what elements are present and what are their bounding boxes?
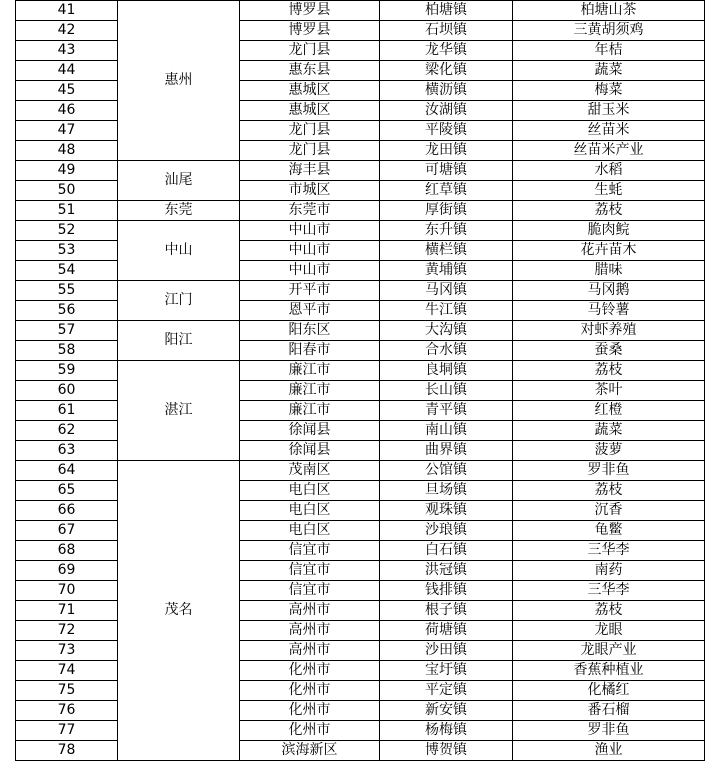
row-number-cell: 46 — [16, 101, 118, 121]
row-number-cell: 45 — [16, 81, 118, 101]
county-cell: 滨海新区 — [240, 741, 380, 761]
town-cell: 汝湖镇 — [380, 101, 513, 121]
row-number-cell: 44 — [16, 61, 118, 81]
product-cell: 蔬菜 — [513, 421, 705, 441]
county-cell: 化州市 — [240, 721, 380, 741]
county-cell: 徐闻县 — [240, 441, 380, 461]
product-cell: 荔枝 — [513, 481, 705, 501]
product-cell: 对虾养殖 — [513, 321, 705, 341]
town-cell: 石坝镇 — [380, 21, 513, 41]
row-number-cell: 56 — [16, 301, 118, 321]
row-number-cell: 43 — [16, 41, 118, 61]
county-cell: 海丰县 — [240, 161, 380, 181]
city-cell: 江门 — [118, 281, 240, 321]
table-row — [16, 221, 705, 241]
product-cell: 生蚝 — [513, 181, 705, 201]
row-number-cell: 78 — [16, 741, 118, 761]
town-cell: 东升镇 — [380, 221, 513, 241]
county-cell: 廉江市 — [240, 401, 380, 421]
row-number-cell: 42 — [16, 21, 118, 41]
table-row — [16, 1, 705, 21]
county-cell: 惠城区 — [240, 101, 380, 121]
town-cell: 长山镇 — [380, 381, 513, 401]
county-cell: 高州市 — [240, 621, 380, 641]
row-number-cell: 55 — [16, 281, 118, 301]
table-row — [16, 361, 705, 381]
town-cell: 钱排镇 — [380, 581, 513, 601]
row-number-cell: 74 — [16, 661, 118, 681]
town-cell: 洪冠镇 — [380, 561, 513, 581]
town-cell: 曲界镇 — [380, 441, 513, 461]
county-cell: 徐闻县 — [240, 421, 380, 441]
county-cell: 阳东区 — [240, 321, 380, 341]
town-cell: 横沥镇 — [380, 81, 513, 101]
town-cell: 白石镇 — [380, 541, 513, 561]
town-cell: 根子镇 — [380, 601, 513, 621]
product-cell: 渔业 — [513, 741, 705, 761]
town-cell: 良垌镇 — [380, 361, 513, 381]
table-row — [16, 461, 705, 481]
town-cell: 荷塘镇 — [380, 621, 513, 641]
town-cell: 牛江镇 — [380, 301, 513, 321]
row-number-cell: 66 — [16, 501, 118, 521]
product-cell: 脆肉鲩 — [513, 221, 705, 241]
product-cell: 水稻 — [513, 161, 705, 181]
row-number-cell: 50 — [16, 181, 118, 201]
row-number-cell: 58 — [16, 341, 118, 361]
county-cell: 廉江市 — [240, 381, 380, 401]
county-cell: 中山市 — [240, 241, 380, 261]
town-cell: 柏塘镇 — [380, 1, 513, 21]
row-number-cell: 61 — [16, 401, 118, 421]
table-row — [16, 321, 705, 341]
county-cell: 龙门县 — [240, 121, 380, 141]
product-cell: 蚕桑 — [513, 341, 705, 361]
row-number-cell: 63 — [16, 441, 118, 461]
town-cell: 博贺镇 — [380, 741, 513, 761]
product-cell: 龙眼 — [513, 621, 705, 641]
county-cell: 中山市 — [240, 261, 380, 281]
town-cell: 南山镇 — [380, 421, 513, 441]
town-cell: 青平镇 — [380, 401, 513, 421]
row-number-cell: 62 — [16, 421, 118, 441]
table-row — [16, 281, 705, 301]
row-number-cell: 47 — [16, 121, 118, 141]
row-number-cell: 70 — [16, 581, 118, 601]
product-cell: 三华李 — [513, 541, 705, 561]
county-cell: 高州市 — [240, 641, 380, 661]
town-cell: 沙田镇 — [380, 641, 513, 661]
city-cell: 中山 — [118, 221, 240, 281]
county-cell: 电白区 — [240, 501, 380, 521]
product-cell: 龟鳖 — [513, 521, 705, 541]
row-number-cell: 64 — [16, 461, 118, 481]
town-cell: 公馆镇 — [380, 461, 513, 481]
row-number-cell: 51 — [16, 201, 118, 221]
county-cell: 廉江市 — [240, 361, 380, 381]
county-cell: 东莞市 — [240, 201, 380, 221]
product-cell: 荔枝 — [513, 361, 705, 381]
city-cell: 阳江 — [118, 321, 240, 361]
county-cell: 龙门县 — [240, 141, 380, 161]
product-cell: 香蕉种植业 — [513, 661, 705, 681]
row-number-cell: 73 — [16, 641, 118, 661]
product-cell: 化橘红 — [513, 681, 705, 701]
town-cell: 龙华镇 — [380, 41, 513, 61]
row-number-cell: 59 — [16, 361, 118, 381]
county-cell: 博罗县 — [240, 21, 380, 41]
town-cell: 平陵镇 — [380, 121, 513, 141]
row-number-cell: 68 — [16, 541, 118, 561]
product-cell: 番石榴 — [513, 701, 705, 721]
product-cell: 花卉苗木 — [513, 241, 705, 261]
county-cell: 惠城区 — [240, 81, 380, 101]
product-cell: 甜玉米 — [513, 101, 705, 121]
product-cell: 荔枝 — [513, 601, 705, 621]
row-number-cell: 41 — [16, 1, 118, 21]
county-cell: 恩平市 — [240, 301, 380, 321]
town-cell: 宝圩镇 — [380, 661, 513, 681]
town-cell: 新安镇 — [380, 701, 513, 721]
county-cell: 高州市 — [240, 601, 380, 621]
row-number-cell: 57 — [16, 321, 118, 341]
town-cell: 旦场镇 — [380, 481, 513, 501]
product-cell: 菠萝 — [513, 441, 705, 461]
county-cell: 电白区 — [240, 481, 380, 501]
product-cell: 茶叶 — [513, 381, 705, 401]
product-cell: 罗非鱼 — [513, 721, 705, 741]
product-cell: 红橙 — [513, 401, 705, 421]
town-cell: 沙琅镇 — [380, 521, 513, 541]
county-cell: 信宜市 — [240, 581, 380, 601]
product-cell: 柏塘山茶 — [513, 1, 705, 21]
product-cell: 荔枝 — [513, 201, 705, 221]
city-cell: 茂名 — [118, 461, 240, 761]
row-number-cell: 49 — [16, 161, 118, 181]
product-cell: 三华李 — [513, 581, 705, 601]
county-cell: 信宜市 — [240, 561, 380, 581]
town-cell: 梁化镇 — [380, 61, 513, 81]
town-cell: 合水镇 — [380, 341, 513, 361]
town-cell: 大沟镇 — [380, 321, 513, 341]
town-cell: 厚街镇 — [380, 201, 513, 221]
table-body — [16, 1, 705, 761]
row-number-cell: 54 — [16, 261, 118, 281]
product-cell: 丝苗米产业 — [513, 141, 705, 161]
row-number-cell: 77 — [16, 721, 118, 741]
row-number-cell: 76 — [16, 701, 118, 721]
product-cell: 三黄胡须鸡 — [513, 21, 705, 41]
county-cell: 博罗县 — [240, 1, 380, 21]
county-cell: 惠东县 — [240, 61, 380, 81]
row-number-cell: 69 — [16, 561, 118, 581]
city-cell: 东莞 — [118, 201, 240, 221]
county-cell: 市城区 — [240, 181, 380, 201]
county-cell: 龙门县 — [240, 41, 380, 61]
county-cell: 电白区 — [240, 521, 380, 541]
county-cell: 化州市 — [240, 681, 380, 701]
town-cell: 可塘镇 — [380, 161, 513, 181]
county-cell: 化州市 — [240, 701, 380, 721]
product-cell: 沉香 — [513, 501, 705, 521]
product-cell: 年桔 — [513, 41, 705, 61]
town-cell: 平定镇 — [380, 681, 513, 701]
town-cell: 红草镇 — [380, 181, 513, 201]
town-cell: 横栏镇 — [380, 241, 513, 261]
product-cell: 马冈鹅 — [513, 281, 705, 301]
table-row — [16, 161, 705, 181]
city-cell: 湛江 — [118, 361, 240, 461]
town-cell: 龙田镇 — [380, 141, 513, 161]
row-number-cell: 60 — [16, 381, 118, 401]
county-cell: 阳春市 — [240, 341, 380, 361]
row-number-cell: 67 — [16, 521, 118, 541]
product-cell: 龙眼产业 — [513, 641, 705, 661]
row-number-cell: 53 — [16, 241, 118, 261]
city-cell: 惠州 — [118, 1, 240, 161]
row-number-cell: 65 — [16, 481, 118, 501]
product-cell: 蔬菜 — [513, 61, 705, 81]
county-cell: 中山市 — [240, 221, 380, 241]
county-cell: 茂南区 — [240, 461, 380, 481]
county-cell: 信宜市 — [240, 541, 380, 561]
town-cell: 杨梅镇 — [380, 721, 513, 741]
row-number-cell: 71 — [16, 601, 118, 621]
product-cell: 梅菜 — [513, 81, 705, 101]
row-number-cell: 72 — [16, 621, 118, 641]
county-cell: 开平市 — [240, 281, 380, 301]
product-cell: 南药 — [513, 561, 705, 581]
city-cell: 汕尾 — [118, 161, 240, 201]
town-cell: 马冈镇 — [380, 281, 513, 301]
county-cell: 化州市 — [240, 661, 380, 681]
row-number-cell: 75 — [16, 681, 118, 701]
product-cell: 腊味 — [513, 261, 705, 281]
product-cell: 罗非鱼 — [513, 461, 705, 481]
table-row — [16, 201, 705, 221]
town-cell: 黄埔镇 — [380, 261, 513, 281]
row-number-cell: 48 — [16, 141, 118, 161]
product-cell: 丝苗米 — [513, 121, 705, 141]
town-cell: 观珠镇 — [380, 501, 513, 521]
row-number-cell: 52 — [16, 221, 118, 241]
town-industry-table — [15, 0, 705, 761]
product-cell: 马铃薯 — [513, 301, 705, 321]
